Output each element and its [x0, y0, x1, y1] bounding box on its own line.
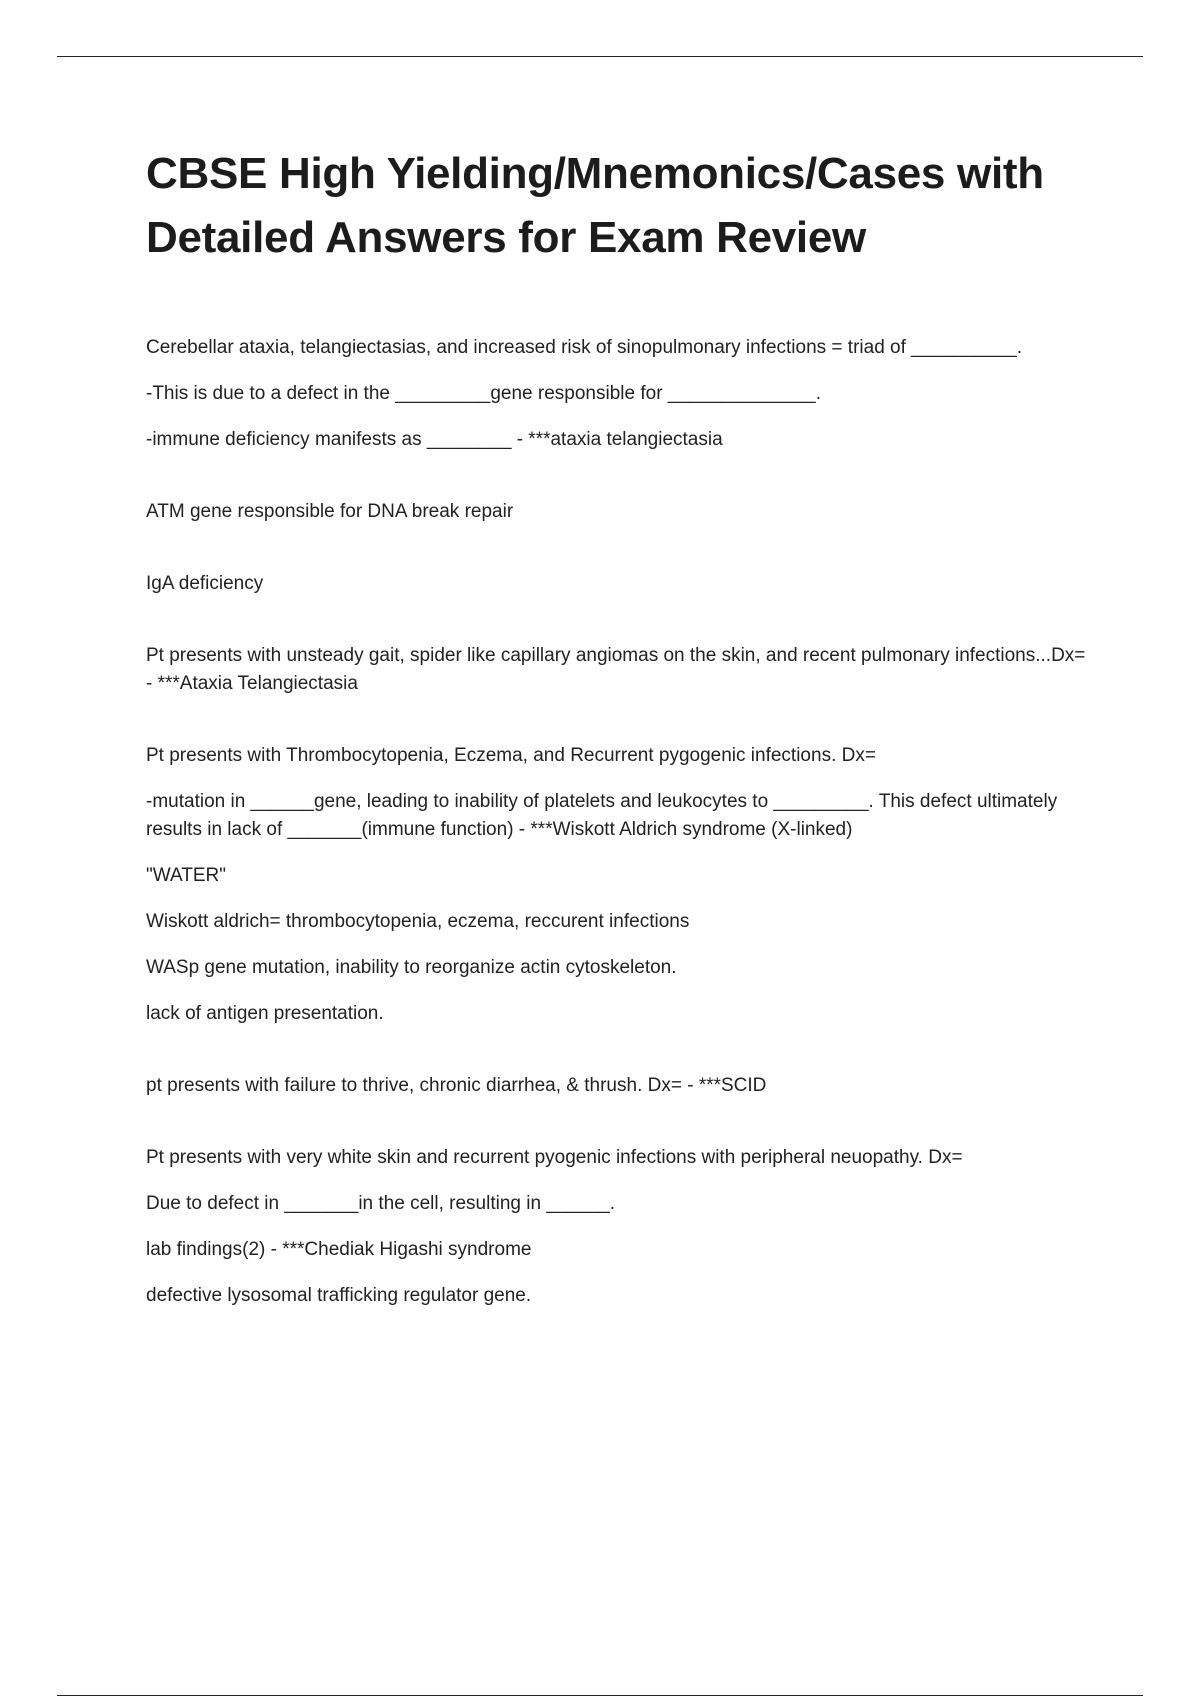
document-body: [146, 334, 1086, 1328]
paragraph-line: Cerebellar ataxia, telangiectasias, and increased risk of sinopulmonary infections = triad of __________.: [146, 337, 1023, 358]
document-title: CBSE High Yielding/Mnemonics/Cases with Detailed Answers for Exam Review: [146, 149, 1044, 262]
paragraph-line: pt presents with failure to thrive, chronic diarrhea, & thrush. Dx= - ***SCID: [146, 1075, 767, 1096]
paragraph-line: lack of antigen presentation.: [146, 1003, 384, 1024]
paragraph-line: WASp gene mutation, inability to reorganize actin cytoskeleton.: [146, 957, 677, 978]
paragraph-line: Pt presents with unsteady gait, spider like capillary angiomas on the skin, and recent pulmonary infections...Dx= - ***Ataxia Telangiectasia: [146, 645, 1086, 694]
paragraph-line: -This is due to a defect in the _________gene responsible for ______________.: [146, 383, 822, 404]
paragraph-line: -immune deficiency manifests as ________ - ***ataxia telangiectasia: [146, 429, 723, 450]
paragraph-line: Pt presents with Thrombocytopenia, Eczema, and Recurrent pygogenic infections. Dx=: [146, 745, 876, 766]
bottom-rule: [57, 1695, 1143, 1696]
top-rule: [57, 56, 1143, 57]
paragraph-line: Pt presents with very white skin and recurrent pyogenic infections with peripheral neuopathy. Dx=: [146, 1147, 963, 1168]
paragraph-line: Due to defect in _______in the cell, resulting in ______.: [146, 1193, 615, 1214]
paragraph-line: "WATER": [146, 865, 226, 886]
paragraph-line: -mutation in ______gene, leading to inability of platelets and leukocytes to _________. This defect ultimately results in lack of _______(immune function) - ***Wiskott Aldrich syndrome (X-linked): [146, 791, 1058, 840]
paragraph-line: defective lysosomal trafficking regulator gene.: [146, 1285, 532, 1306]
paragraph-line: ATM gene responsible for DNA break repair: [146, 501, 514, 522]
paragraph-line: IgA deficiency: [146, 573, 264, 594]
paragraph-line: lab findings(2) - ***Chediak Higashi syndrome: [146, 1239, 532, 1260]
paragraph-line: Wiskott aldrich= thrombocytopenia, eczema, reccurent infections: [146, 911, 690, 932]
